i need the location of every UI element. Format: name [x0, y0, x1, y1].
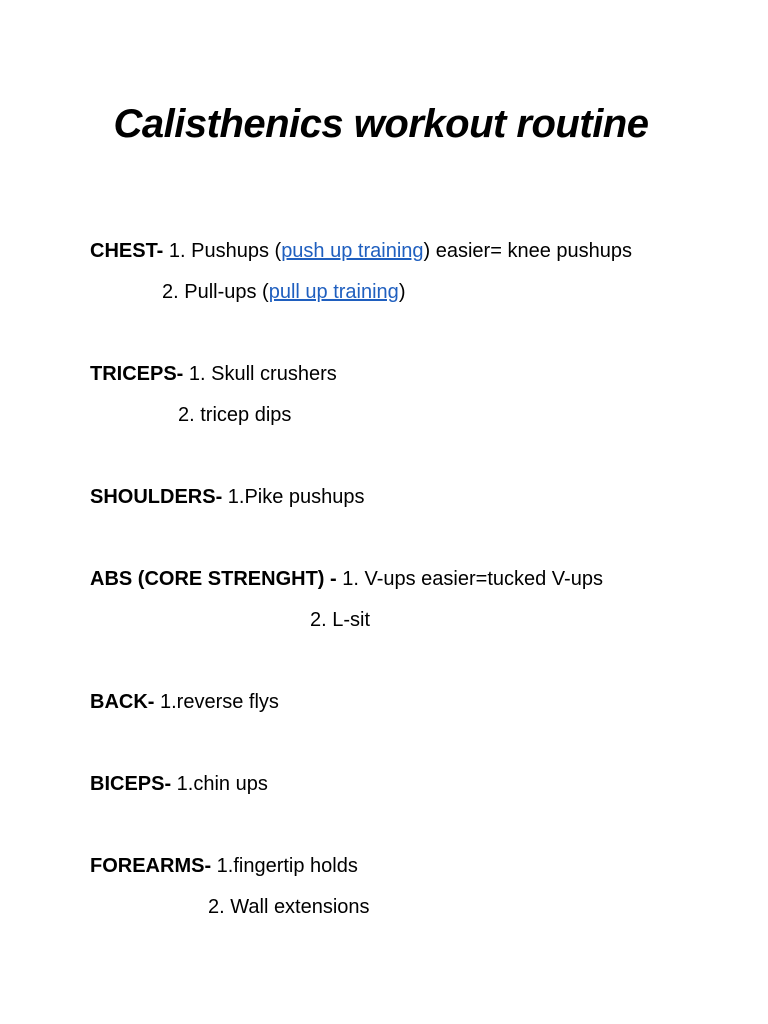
- forearms-item-1: 1.fingertip holds: [211, 855, 358, 877]
- shoulders-item-1: 1.Pike pushups: [222, 486, 365, 508]
- triceps-item-2: 2. tricep dips: [178, 404, 292, 426]
- triceps-item-1: 1. Skull crushers: [183, 363, 337, 385]
- chest-item-2-post: ): [398, 281, 406, 303]
- pull-up-training-link[interactable]: pull up training: [268, 281, 399, 303]
- triceps-line-2: [178, 401, 291, 429]
- abs-label: ABS (CORE STRENGHT) -: [90, 568, 337, 590]
- chest-line-2: [162, 278, 405, 306]
- biceps-item-1: 1.chin ups: [171, 773, 268, 795]
- biceps-label: BICEPS-: [90, 773, 172, 795]
- page-title: Calisthenics workout routine: [113, 102, 649, 146]
- triceps-label: TRICEPS-: [90, 363, 184, 385]
- push-up-training-link[interactable]: push up training: [281, 240, 424, 262]
- back-line-1: [90, 688, 279, 716]
- biceps-line-1: [90, 770, 268, 798]
- chest-item-2-pre: 2. Pull-ups (: [162, 281, 269, 303]
- triceps-line-1: [90, 360, 337, 388]
- abs-line-2: [310, 606, 370, 634]
- shoulders-line-1: [90, 483, 365, 511]
- forearms-item-2: 2. Wall extensions: [208, 896, 370, 918]
- forearms-line-2: [208, 893, 370, 921]
- chest-line-1: [90, 237, 632, 265]
- abs-item-2: 2. L-sit: [310, 609, 371, 631]
- chest-item-1-post: ) easier= knee pushups: [423, 240, 632, 262]
- abs-line-1: [90, 565, 603, 593]
- forearms-line-1: [90, 852, 358, 880]
- back-label: BACK-: [90, 691, 155, 713]
- chest-item-1-pre: 1. Pushups (: [163, 240, 282, 262]
- chest-label: CHEST-: [90, 240, 164, 262]
- abs-item-1: 1. V-ups easier=tucked V-ups: [336, 568, 603, 590]
- forearms-label: FOREARMS-: [90, 855, 212, 877]
- shoulders-label: SHOULDERS-: [90, 486, 223, 508]
- back-item-1: 1.reverse flys: [154, 691, 279, 713]
